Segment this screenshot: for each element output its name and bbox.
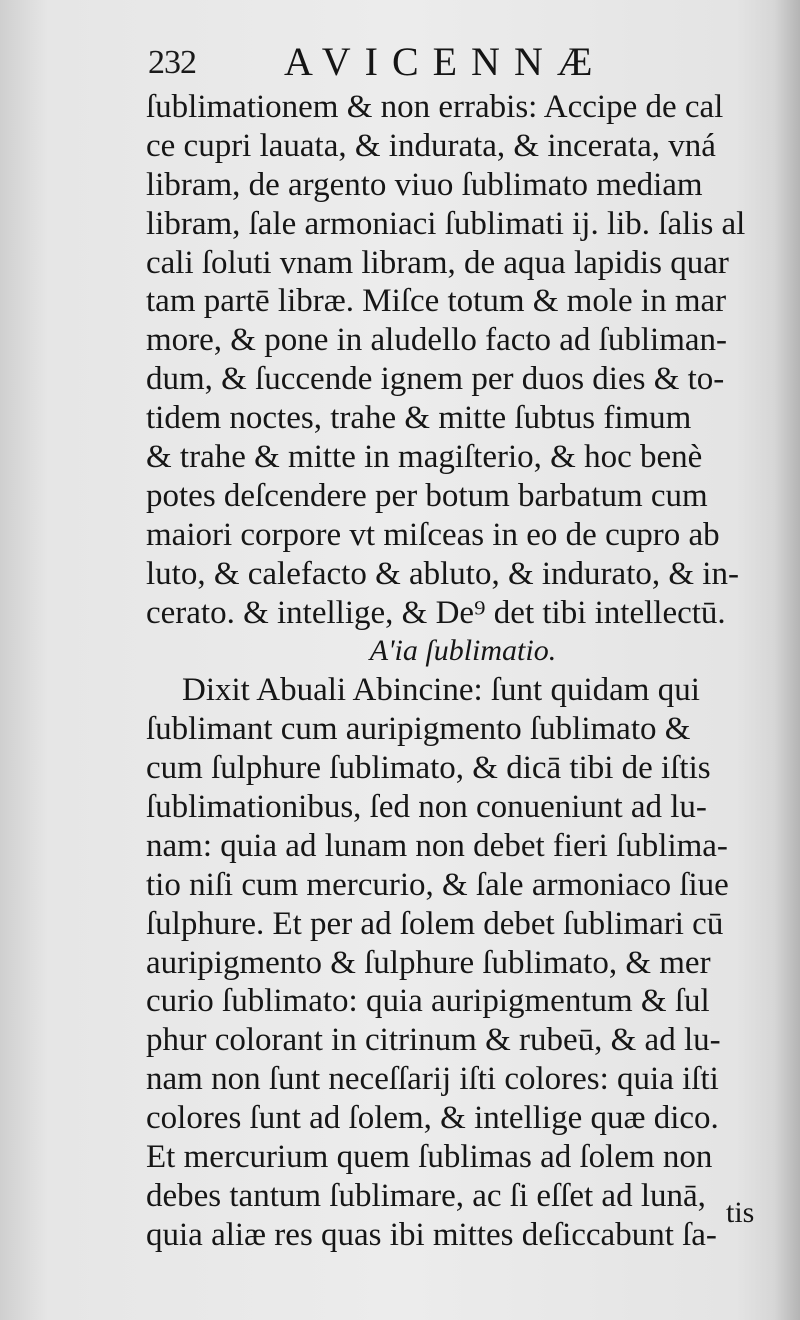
text-line: colores ſunt ad ſolem, & intellige quæ dico. — [146, 1100, 719, 1137]
text-line: & trahe & mitte in magiſterio, & hoc benè — [146, 439, 703, 476]
text-line: auripigmento & ſulphure ſublimato, & mer — [146, 944, 711, 981]
page-number: 232 — [148, 44, 196, 81]
text-block — [146, 88, 760, 1255]
running-head: AVICENNÆ — [284, 39, 607, 84]
text-line: libram, ſale armoniaci ſublimati ij. lib. ſalis al — [146, 205, 746, 242]
text-line: quia aliæ res quas ibi mittes deſiccabunt ſa- — [146, 1216, 717, 1253]
text-line: cum ſulphure ſublimato, & dicā tibi de iſtis — [146, 750, 711, 787]
text-line: ſublimationibus, ſed non conueniunt ad lu- — [146, 789, 707, 826]
text-line: curio ſublimato: quia auripigmentum & ſul — [146, 983, 710, 1020]
text-line: tam partē libræ. Miſce totum & mole in mar — [146, 283, 727, 320]
text-line: debes tantum ſublimare, ac ſi eſſet ad lunā, — [146, 1177, 706, 1214]
text-line: tidem noctes, trahe & mitte ſubtus fimum — [146, 400, 692, 437]
text-line: cali ſoluti vnam libram, de aqua lapidis quar — [146, 244, 729, 281]
text-line: ſublimant cum auripigmento ſublimato & — [146, 711, 691, 748]
text-line: phur colorant in citrinum & rubeū, & ad lu- — [146, 1022, 721, 1059]
text-line: dum, & ſuccende ignem per duos dies & to- — [146, 361, 725, 398]
text-line: potes deſcendere per botum barbatum cum — [146, 477, 708, 514]
text-line: Et mercurium quem ſublimas ad ſolem non — [146, 1139, 713, 1176]
page-header — [148, 38, 768, 88]
text-line: cerato. & intellige, & De⁹ det tibi intellectū. — [146, 594, 726, 631]
section-heading: A'ia ſublimatio. — [369, 634, 557, 668]
text-line: libram, de argento viuo ſublimato mediam — [146, 166, 703, 203]
text-line: nam non ſunt neceſſarij iſti colores: quia iſti — [146, 1061, 719, 1098]
text-line: more, & pone in aludello facto ad ſubliman- — [146, 322, 727, 359]
text-line: Dixit Abuali Abincine: ſunt quidam qui — [182, 672, 700, 709]
text-line: tio niſi cum mercurio, & ſale armoniaco ſiue — [146, 866, 729, 903]
text-line: nam: quia ad lunam non debet fieri ſublima- — [146, 827, 728, 864]
text-line: luto, & calefacto & abluto, & indurato, & in- — [146, 555, 739, 592]
page-edge-shadow — [774, 0, 800, 1320]
catchword: tis — [726, 1196, 755, 1229]
text-line: maiori corpore vt miſceas in eo de cupro ab — [146, 516, 720, 553]
text-line: ſublimationem & non errabis: Accipe de cal — [146, 89, 724, 125]
text-line: ce cupri lauata, & indurata, & incerata, vná — [146, 127, 716, 164]
text-line: ſulphure. Et per ad ſolem debet ſublimari cū — [146, 905, 724, 942]
